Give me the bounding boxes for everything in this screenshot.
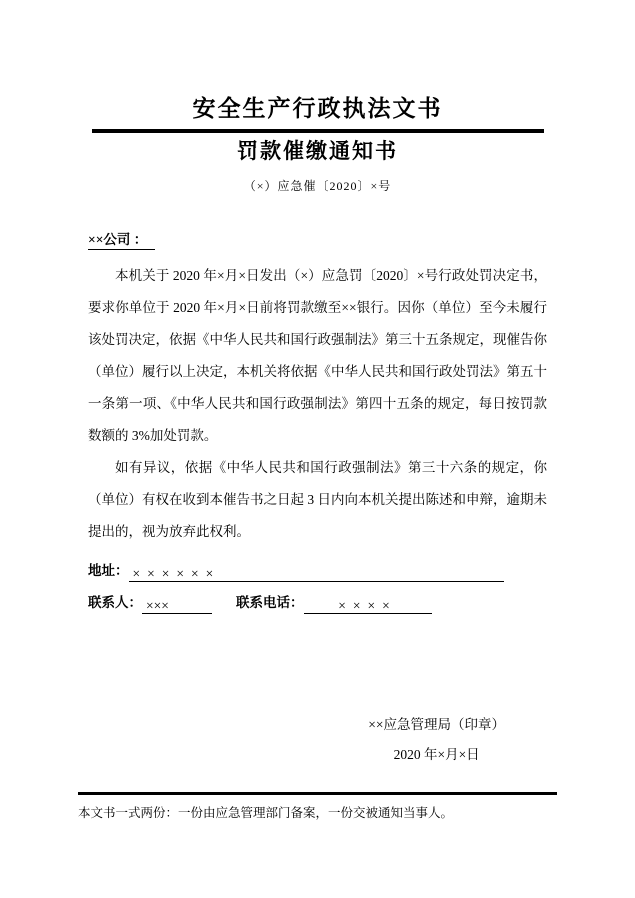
footer-note: 本文书一式两份：一份由应急管理部门备案，一份交被通知当事人。 bbox=[78, 805, 454, 820]
phone-label: 联系电话： bbox=[236, 594, 304, 610]
phone-field bbox=[304, 595, 432, 614]
address-value: ×××××× bbox=[132, 565, 221, 581]
address-line bbox=[88, 560, 547, 582]
address-label: 地址： bbox=[88, 562, 129, 578]
body-paragraph-2: 如有异议，依据《中华人民共和国行政强制法》第三十六条的规定，你（单位）有权在收到本催告书之日起 3 日内向本机关提出陈述和申辩，逾期未提出的，视为放弃此权利。 bbox=[88, 459, 547, 539]
recipient-name: ××公司 ： bbox=[88, 232, 155, 250]
body-paragraph-1: 本机关于 2020 年×月×日发出（×）应急罚〔2020〕×号行政处罚决定书，要求你单位于 2020 年×月×日前将罚款缴至××银行。因你（单位）至今未履行该处罚决定，依据《中华人民共和国行政强制法》第三十五条规定，现催告你（单位）履行以上决定，本机关将依据《中华人民共和国行政处罚法》第五十一条第一项、《中华人民共和国行政强制法》第四十五条的规定，每日按罚款数额的 3%加处罚款。 bbox=[88, 267, 547, 443]
document-subtitle: 罚款催缴通知书 bbox=[237, 138, 398, 163]
contact-field bbox=[142, 595, 212, 614]
phone-value: ×××× bbox=[338, 597, 397, 613]
contacts-line bbox=[88, 592, 547, 614]
footer-rule bbox=[78, 792, 557, 795]
contact-value: ××× bbox=[146, 597, 169, 613]
address-field bbox=[129, 563, 504, 582]
signature-block bbox=[368, 710, 505, 770]
document-title: 安全生产行政执法文书 bbox=[192, 96, 443, 121]
signature-date: 2020 年×月×日 bbox=[393, 746, 480, 762]
recipient-line bbox=[88, 230, 547, 250]
contact-label: 联系人： bbox=[88, 594, 142, 610]
signature-authority: ××应急管理局（印章） bbox=[368, 716, 505, 732]
title-rule bbox=[92, 129, 544, 133]
document-number: （×）应急催〔2020〕×号 bbox=[243, 178, 392, 193]
